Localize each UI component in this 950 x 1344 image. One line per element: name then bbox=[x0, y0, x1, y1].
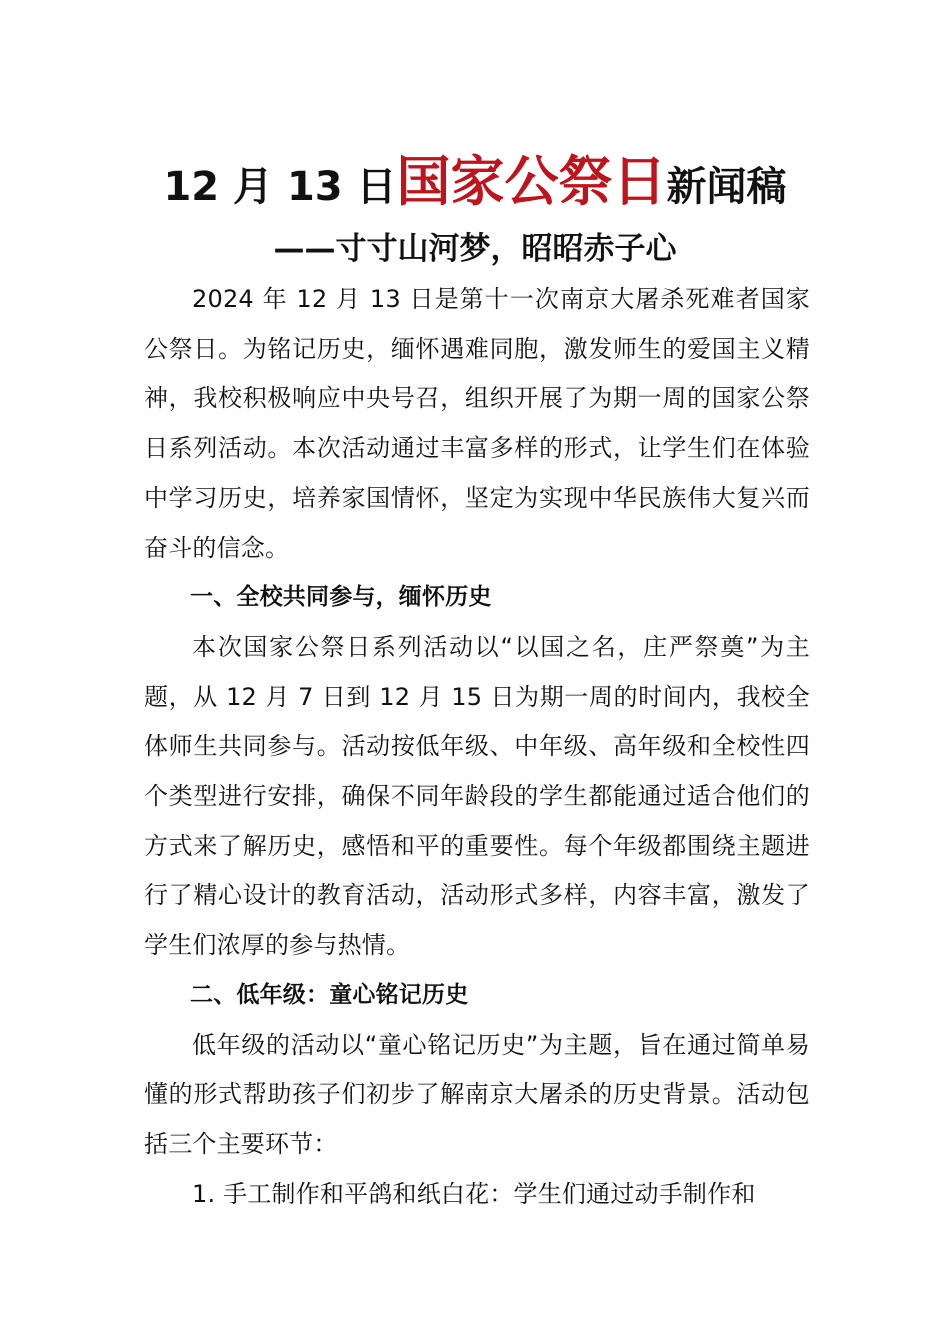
title-date: 12 月 13 日 bbox=[163, 164, 397, 210]
section-heading: 一、全校共同参与，缅怀历史 bbox=[190, 584, 492, 611]
section-heading: 二、低年级：童心铭记历史 bbox=[190, 981, 469, 1008]
document-subtitle: ——寸寸山河梦，昭昭赤子心 bbox=[273, 231, 677, 267]
document-title bbox=[0, 150, 950, 227]
paragraph: 2024 年 12 月 13 日是第十一次南京大屠杀死难者国家公祭日。为铭记历史，缅怀遇难同胞，激发师生的爱国主义精神，我校积极响应中央号召，组织开展了为期一周的国家公祭日系列活动。本次活动通过丰富多样的形式，让学生们在体验中学习历史，培养家国情怀，坚定为实现中华民族伟大复兴而奋斗的信念。 bbox=[144, 285, 810, 562]
title-suffix: 新闻稿 bbox=[666, 164, 787, 210]
paragraph: 低年级的活动以“童心铭记历史”为主题，旨在通过简单易懂的形式帮助孩子们初步了解南京大屠杀的历史背景。活动包括三个主要环节： bbox=[144, 1030, 810, 1158]
paragraph: 本次国家公祭日系列活动以“以国之名，庄严祭奠”为主题，从 12 月 7 日到 12 月 15 日为期一周的时间内，我校全体师生共同参与。活动按低年级、中年级、高年级和全校性四个类型进行安排，确保不同年龄段的学生都能通过适合他们的方式来了解历史，感悟和平的重要性。每个年级都围绕主题进行了精心设计的教育活动，活动形式多样，内容丰富，激发了学生们浓厚的参与热情。 bbox=[144, 632, 810, 960]
title-highlight: 国家公祭日 bbox=[396, 150, 667, 213]
document-body bbox=[144, 275, 810, 1219]
list-item: 1. 手工制作和平鸽和纸白花：学生们通过动手制作和 bbox=[192, 1179, 756, 1208]
